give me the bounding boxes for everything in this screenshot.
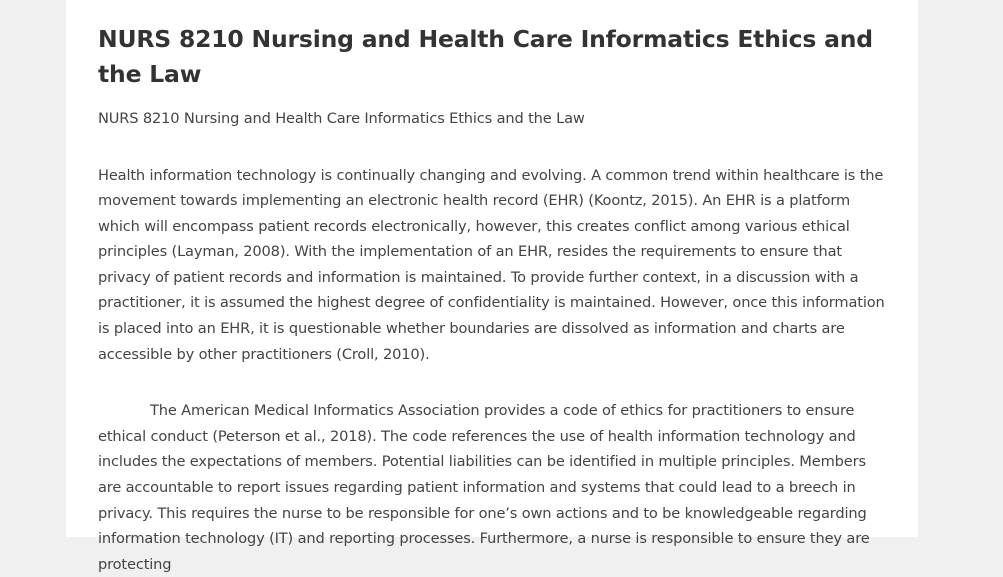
article-page (66, 0, 918, 573)
page-title: NURS 8210 Nursing and Health Care Informatics Ethics and the Law (98, 25, 873, 88)
article-paragraph-2: The American Medical Informatics Association provides a code of ethics for practitioners to ensure ethical conduct (Peterson et al., 2018). The code references the use of health information technology and includes the expectations of members. Potential liabilities can be identified in multiple principles. Members are accountable to report issues regarding patient information and systems that could lead to a breech in privacy. This requires the nurse to be responsible for one’s own actions and to be knowledgeable regarding information technology (IT) and reporting processes. Furthermore, a nurse is responsible to ensure they are protecting (98, 402, 870, 573)
article-content (98, 22, 890, 577)
article-subtitle: NURS 8210 Nursing and Health Care Informatics Ethics and the Law (98, 110, 585, 127)
article-paragraph-1: Health information technology is continually changing and evolving. A common trend within healthcare is the movement towards implementing an electronic health record (EHR) (Koontz, 2015). An EHR is a platform which will encompass patient records electronically, however, this creates conflict among various ethical principles (Layman, 2008). With the implementation of an EHR, resides the requirements to ensure that privacy of patient records and information is maintained. To provide further context, in a discussion with a practitioner, it is assumed the highest degree of confidentiality is maintained. However, once this information is placed into an EHR, it is questionable whether boundaries are dissolved as information and charts are accessible by other practitioners (Croll, 2010). (98, 166, 885, 363)
